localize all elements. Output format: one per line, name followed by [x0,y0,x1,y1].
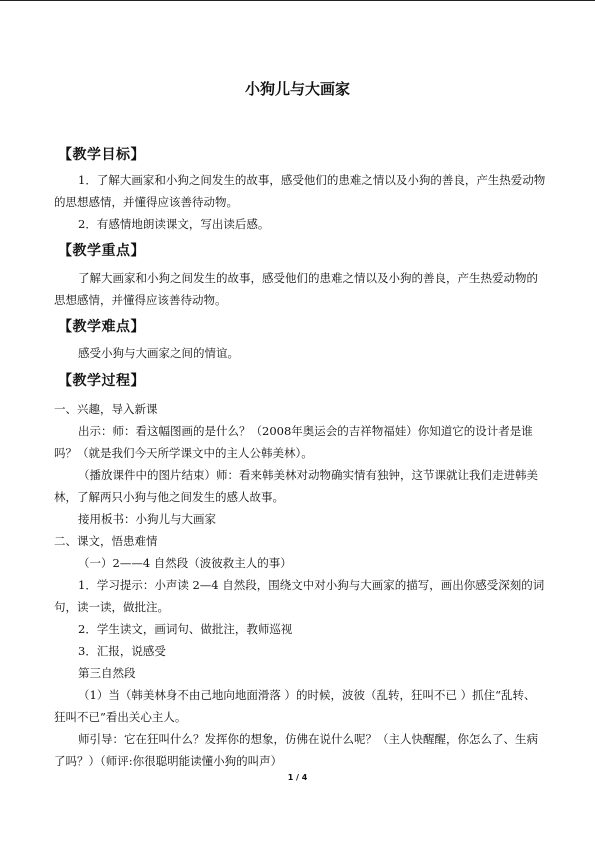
section-heading-process: 【教学过程】 [58,373,145,389]
process-line-blackboard: 接用板书：小狗儿与大画家 [78,512,216,526]
process-line-teacher-guide: 师引导：它在狂叫什么？发挥你的想象，仿佛在说什么呢？（主人快醒醒，你怎么了、生病了吗？）（师评:你很聪明能读懂小狗的叫声） [54,732,538,768]
section-heading-difficulty: 【教学难点】 [58,319,145,335]
process-line-point-one: （1）当（韩美林身不由己地向地面滑落 ）的时候，波彼（乱转，狂叫不已 ）抓住“乱转、狂叫不已”看出关心主人。 [54,688,536,724]
process-line-display: 出示：师：看这幅图画的是什么？（2008年奥运会的吉祥物福娃）你知道它的设计者是谁吗？（就是我们今天所学课文中的主人公韩美林）。 [54,424,533,460]
goals-paragraph-1: 1．了解大画家和小狗之间发生的故事，感受他们的患难之情以及小狗的善良，产生热爱动物的思想感情，并懂得应该善待动物。 [54,173,546,209]
page-number: 1 / 4 [287,773,308,782]
process-line-read: 2．学生读文，画词句、做批注，教师巡视 [78,622,293,636]
process-line-part-two: 二、课文，悟患难情 [54,534,158,548]
document-title: 小狗儿与大画家 [244,80,350,98]
process-line-paragraph-three: 第三自然段 [78,666,136,680]
process-line-courseware: （播放课件中的图片结束）师：看来韩美林对动物确实情有独钟，这节课就让我们走进韩美林，了解两只小狗与他之间发生的感人故事。 [54,468,538,504]
process-line-study-tip: 1．学习提示：小声读 2—4 自然段，围绕文中对小狗与大画家的描写，画出你感受深刻的词句，读一读，做批注。 [54,578,545,614]
section-heading-goals: 【教学目标】 [58,147,145,163]
page-top-rule [0,0,595,1]
goals-paragraph-2: 2．有感情地朗读课文，写出读后感。 [78,217,270,231]
key-paragraph: 了解大画家和小狗之间发生的故事，感受他们的患难之情以及小狗的善良，产生热爱动物的思想感情，并懂得应该善待动物。 [54,271,538,307]
section-heading-key: 【教学重点】 [58,243,145,259]
process-line-intro: 一、兴趣，导入新课 [54,402,158,416]
difficulty-paragraph: 感受小狗与大画家之间的情谊。 [78,346,239,360]
process-line-report: 3．汇报，说感受 [78,644,166,658]
process-line-subsection-one: （一）2——4 自然段（波彼救主人的事） [78,556,292,570]
